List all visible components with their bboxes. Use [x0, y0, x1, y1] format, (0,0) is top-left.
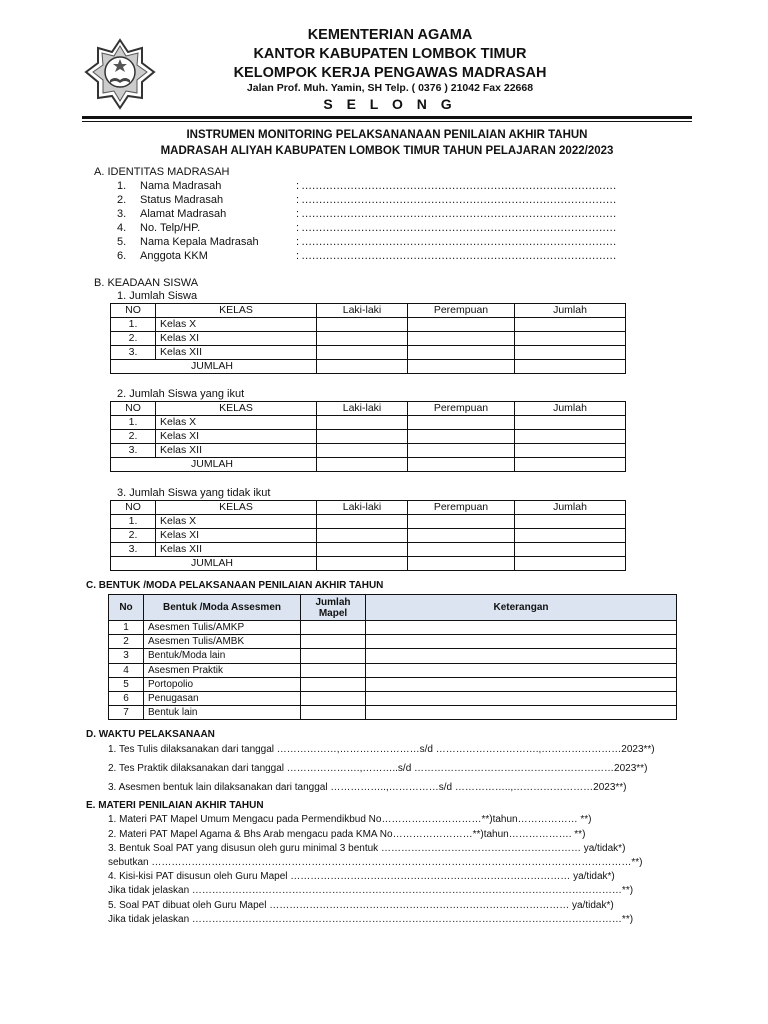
cell-input[interactable]	[515, 360, 626, 374]
cell-input[interactable]	[317, 416, 408, 430]
field-fill-nama-madrasah[interactable]: : ………………………………………………………………………………	[296, 180, 617, 192]
cell-input[interactable]	[317, 430, 408, 444]
student-not-participating-table	[110, 500, 626, 571]
cell-input[interactable]	[515, 515, 626, 529]
col-header-perempuan: Perempuan	[408, 402, 515, 416]
cell-input[interactable]	[408, 332, 515, 346]
cell-no: 2	[109, 635, 144, 649]
cell-input[interactable]	[408, 346, 515, 360]
cell-input[interactable]	[301, 649, 366, 663]
cell-input[interactable]	[515, 444, 626, 458]
cell-kelas: Kelas XII	[156, 444, 317, 458]
cell-input[interactable]	[366, 677, 677, 691]
cell-total-label: JUMLAH	[111, 360, 317, 374]
field-num: 5.	[117, 236, 127, 248]
schedule-other-assessment[interactable]: 3. Asesmen bentuk lain dilaksanakan dari tanggal ……………..,……………s/d ……………..,……………………2023**)	[108, 782, 627, 793]
cell-no: 4	[109, 663, 144, 677]
cell-input[interactable]	[515, 543, 626, 557]
cell-input[interactable]	[317, 543, 408, 557]
cell-input[interactable]	[366, 635, 677, 649]
cell-input[interactable]	[515, 346, 626, 360]
cell-input[interactable]	[408, 360, 515, 374]
cell-bentuk: Bentuk/Moda lain	[144, 649, 301, 663]
table-row	[109, 621, 677, 635]
table-row	[111, 332, 626, 346]
document-title-line2: MADRASAH ALIYAH KABUPATEN LOMBOK TIMUR TAHUN PELAJARAN 2022/2023	[160, 145, 614, 157]
cell-no: 3.	[111, 543, 156, 557]
table-row	[111, 346, 626, 360]
cell-no: 7	[109, 706, 144, 720]
cell-input[interactable]	[301, 706, 366, 720]
field-label-kepala-madrasah: Nama Kepala Madrasah	[140, 236, 259, 248]
field-fill-kepala-madrasah[interactable]: : ………………………………………………………………………………	[296, 236, 617, 248]
cell-input[interactable]	[317, 444, 408, 458]
cell-kelas: Kelas X	[156, 416, 317, 430]
col-header-no: No	[109, 595, 144, 621]
col-header-laki: Laki-laki	[317, 304, 408, 318]
cell-no: 2.	[111, 430, 156, 444]
table3-caption: 3. Jumlah Siswa yang tidak ikut	[117, 487, 271, 499]
table-total-row	[111, 458, 626, 472]
cell-input[interactable]	[317, 458, 408, 472]
cell-bentuk: Bentuk lain	[144, 706, 301, 720]
cell-total-label: JUMLAH	[111, 458, 317, 472]
materi-item-3[interactable]: 3. Bentuk Soal PAT yang disusun oleh guru minimal 3 bentuk …………………………………………………… ya/tidak*)	[108, 843, 626, 854]
cell-input[interactable]	[317, 557, 408, 571]
cell-no: 5	[109, 677, 144, 691]
cell-input[interactable]	[515, 458, 626, 472]
cell-input[interactable]	[317, 346, 408, 360]
cell-input[interactable]	[515, 318, 626, 332]
cell-input[interactable]	[317, 360, 408, 374]
cell-input[interactable]	[366, 621, 677, 635]
student-count-table	[110, 303, 626, 374]
cell-input[interactable]	[408, 416, 515, 430]
cell-kelas: Kelas XI	[156, 332, 317, 346]
field-label-status-madrasah: Status Madrasah	[140, 194, 224, 206]
header-address: Jalan Prof. Muh. Yamin, SH Telp. ( 0376 ) 21042 Fax 22668	[246, 82, 534, 94]
cell-input[interactable]	[515, 416, 626, 430]
col-header-jumlah-mapel: Jumlah Mapel	[301, 595, 366, 621]
cell-kelas: Kelas X	[156, 515, 317, 529]
field-label-no-telp: No. Telp/HP.	[140, 222, 201, 234]
table-row	[111, 529, 626, 543]
table-row	[109, 677, 677, 691]
field-num: 3.	[117, 208, 127, 220]
cell-total-label: JUMLAH	[111, 557, 317, 571]
table-row	[111, 444, 626, 458]
cell-input[interactable]	[301, 621, 366, 635]
cell-no: 1.	[111, 416, 156, 430]
table-row	[111, 318, 626, 332]
table2-caption: 2. Jumlah Siswa yang ikut	[117, 388, 245, 400]
cell-no: 3	[109, 649, 144, 663]
header-divider-thick	[82, 116, 692, 119]
cell-input[interactable]	[301, 663, 366, 677]
table-row	[109, 635, 677, 649]
cell-no: 3.	[111, 444, 156, 458]
cell-bentuk: Asesmen Tulis/AMBK	[144, 635, 301, 649]
col-header-kelas: KELAS	[156, 304, 317, 318]
cell-no: 1	[109, 621, 144, 635]
cell-bentuk: Asesmen Tulis/AMKP	[144, 621, 301, 635]
table-row	[111, 515, 626, 529]
section-b-heading: B. KEADAAN SISWA	[94, 277, 199, 289]
table-row	[111, 416, 626, 430]
materi-item-3-explain[interactable]: sebutkan ………………………………………………………………………………………………………………………………**)	[108, 857, 643, 868]
cell-kelas: Kelas XI	[156, 529, 317, 543]
header-ministry: KEMENTERIAN AGAMA	[307, 27, 473, 43]
cell-no: 1.	[111, 515, 156, 529]
cell-input[interactable]	[317, 515, 408, 529]
table1-caption: 1. Jumlah Siswa	[117, 290, 198, 302]
col-header-jumlah: Jumlah	[515, 304, 626, 318]
field-fill-alamat-madrasah[interactable]: : ………………………………………………………………………………	[296, 208, 617, 220]
field-label-alamat-madrasah: Alamat Madrasah	[140, 208, 227, 220]
cell-input[interactable]	[408, 515, 515, 529]
cell-input[interactable]	[366, 663, 677, 677]
field-num: 6.	[117, 250, 127, 262]
cell-input[interactable]	[515, 430, 626, 444]
table-row	[111, 543, 626, 557]
col-header-kelas: KELAS	[156, 402, 317, 416]
table-total-row	[111, 557, 626, 571]
header-city: S E L O N G	[323, 96, 457, 112]
header-group: KELOMPOK KERJA PENGAWAS MADRASAH	[233, 65, 547, 81]
table-row	[111, 430, 626, 444]
col-header-laki: Laki-laki	[317, 501, 408, 515]
materi-item-4-explain[interactable]: Jika tidak jelaskan …………………………………………………………………………………………………………………**)	[108, 885, 634, 896]
col-header-jumlah: Jumlah	[515, 402, 626, 416]
cell-kelas: Kelas XII	[156, 543, 317, 557]
schedule-practical-test[interactable]: 2. Tes Praktik dilaksanakan dari tanggal ………………….,………..s/d ……………………………………………………2023**)	[108, 763, 648, 774]
col-header-no: NO	[111, 304, 156, 318]
table-total-row	[111, 360, 626, 374]
section-c-heading: C. BENTUK /MODA PELAKSANAAN PENILAIAN AKHIR TAHUN	[86, 580, 384, 591]
cell-input[interactable]	[301, 677, 366, 691]
cell-input[interactable]	[408, 430, 515, 444]
cell-input[interactable]	[515, 529, 626, 543]
field-label-nama-madrasah: Nama Madrasah	[140, 180, 222, 192]
header-office: KANTOR KABUPATEN LOMBOK TIMUR	[253, 46, 527, 62]
materi-item-1[interactable]: 1. Materi PAT Mapel Umum Mengacu pada Permendikbud No…………………………**)tahun……………… **)	[108, 814, 592, 825]
field-num: 1.	[117, 180, 127, 192]
cell-input[interactable]	[366, 649, 677, 663]
cell-input[interactable]	[317, 332, 408, 346]
cell-no: 2.	[111, 529, 156, 543]
table-row	[109, 706, 677, 720]
field-num: 2.	[117, 194, 127, 206]
cell-input[interactable]	[515, 332, 626, 346]
col-header-no: NO	[111, 402, 156, 416]
cell-bentuk: Asesmen Praktik	[144, 663, 301, 677]
col-header-kelas: KELAS	[156, 501, 317, 515]
cell-input[interactable]	[408, 318, 515, 332]
col-header-laki: Laki-laki	[317, 402, 408, 416]
cell-input[interactable]	[408, 444, 515, 458]
field-fill-no-telp[interactable]: : ………………………………………………………………………………	[296, 222, 617, 234]
field-fill-anggota-kkm[interactable]: : ………………………………………………………………………………	[296, 250, 617, 262]
materi-item-2[interactable]: 2. Materi PAT Mapel Agama & Bhs Arab mengacu pada KMA No……………………**)tahun………………. **)	[108, 829, 586, 840]
col-header-perempuan: Perempuan	[408, 304, 515, 318]
col-header-no: NO	[111, 501, 156, 515]
cell-no: 6	[109, 691, 144, 705]
materi-item-5[interactable]: 5. Soal PAT dibuat oleh Guru Mapel ……………………………………………………………………………… ya/tidak*)	[108, 900, 614, 911]
field-label-anggota-kkm: Anggota KKM	[140, 250, 208, 262]
cell-input[interactable]	[366, 691, 677, 705]
cell-kelas: Kelas XII	[156, 346, 317, 360]
section-a-heading: A. IDENTITAS MADRASAH	[94, 166, 230, 178]
col-header-bentuk: Bentuk /Moda Assesmen	[144, 595, 301, 621]
cell-input[interactable]	[366, 706, 677, 720]
cell-input[interactable]	[515, 557, 626, 571]
cell-input[interactable]	[408, 557, 515, 571]
cell-kelas: Kelas X	[156, 318, 317, 332]
header-divider-thin	[82, 121, 692, 122]
col-header-jumlah: Jumlah	[515, 501, 626, 515]
cell-input[interactable]	[408, 543, 515, 557]
cell-bentuk: Portopolio	[144, 677, 301, 691]
schedule-written-test[interactable]: 1. Tes Tulis dilaksanakan dari tanggal ………………,……………………s/d ………………………….,……………………2023**)	[108, 744, 655, 755]
col-header-keterangan: Keterangan	[366, 595, 677, 621]
table-row	[109, 663, 677, 677]
materi-item-4[interactable]: 4. Kisi-kisi PAT disusun oleh Guru Mapel ………………………………………………………………………… ya/tidak*)	[108, 871, 615, 882]
section-e-heading: E. MATERI PENILAIAN AKHIR TAHUN	[86, 800, 264, 811]
table-row	[109, 691, 677, 705]
cell-input[interactable]	[301, 635, 366, 649]
field-num: 4.	[117, 222, 127, 234]
student-participating-table	[110, 401, 626, 472]
materi-item-5-explain[interactable]: Jika tidak jelaskan …………………………………………………………………………………………………………………**)	[108, 914, 634, 925]
assessment-mode-table	[108, 594, 677, 720]
cell-input[interactable]	[408, 458, 515, 472]
cell-no: 1.	[111, 318, 156, 332]
col-header-perempuan: Perempuan	[408, 501, 515, 515]
cell-input[interactable]	[301, 691, 366, 705]
cell-bentuk: Penugasan	[144, 691, 301, 705]
cell-kelas: Kelas XI	[156, 430, 317, 444]
cell-no: 3.	[111, 346, 156, 360]
cell-no: 2.	[111, 332, 156, 346]
document-title-line1: INSTRUMEN MONITORING PELAKSANANAAN PENILAIAN AKHIR TAHUN	[186, 129, 588, 141]
cell-input[interactable]	[408, 529, 515, 543]
field-fill-status-madrasah[interactable]: : ………………………………………………………………………………	[296, 194, 617, 206]
cell-input[interactable]	[317, 318, 408, 332]
table-row	[109, 649, 677, 663]
section-d-heading: D. WAKTU PELAKSANAAN	[86, 729, 215, 740]
cell-input[interactable]	[317, 529, 408, 543]
